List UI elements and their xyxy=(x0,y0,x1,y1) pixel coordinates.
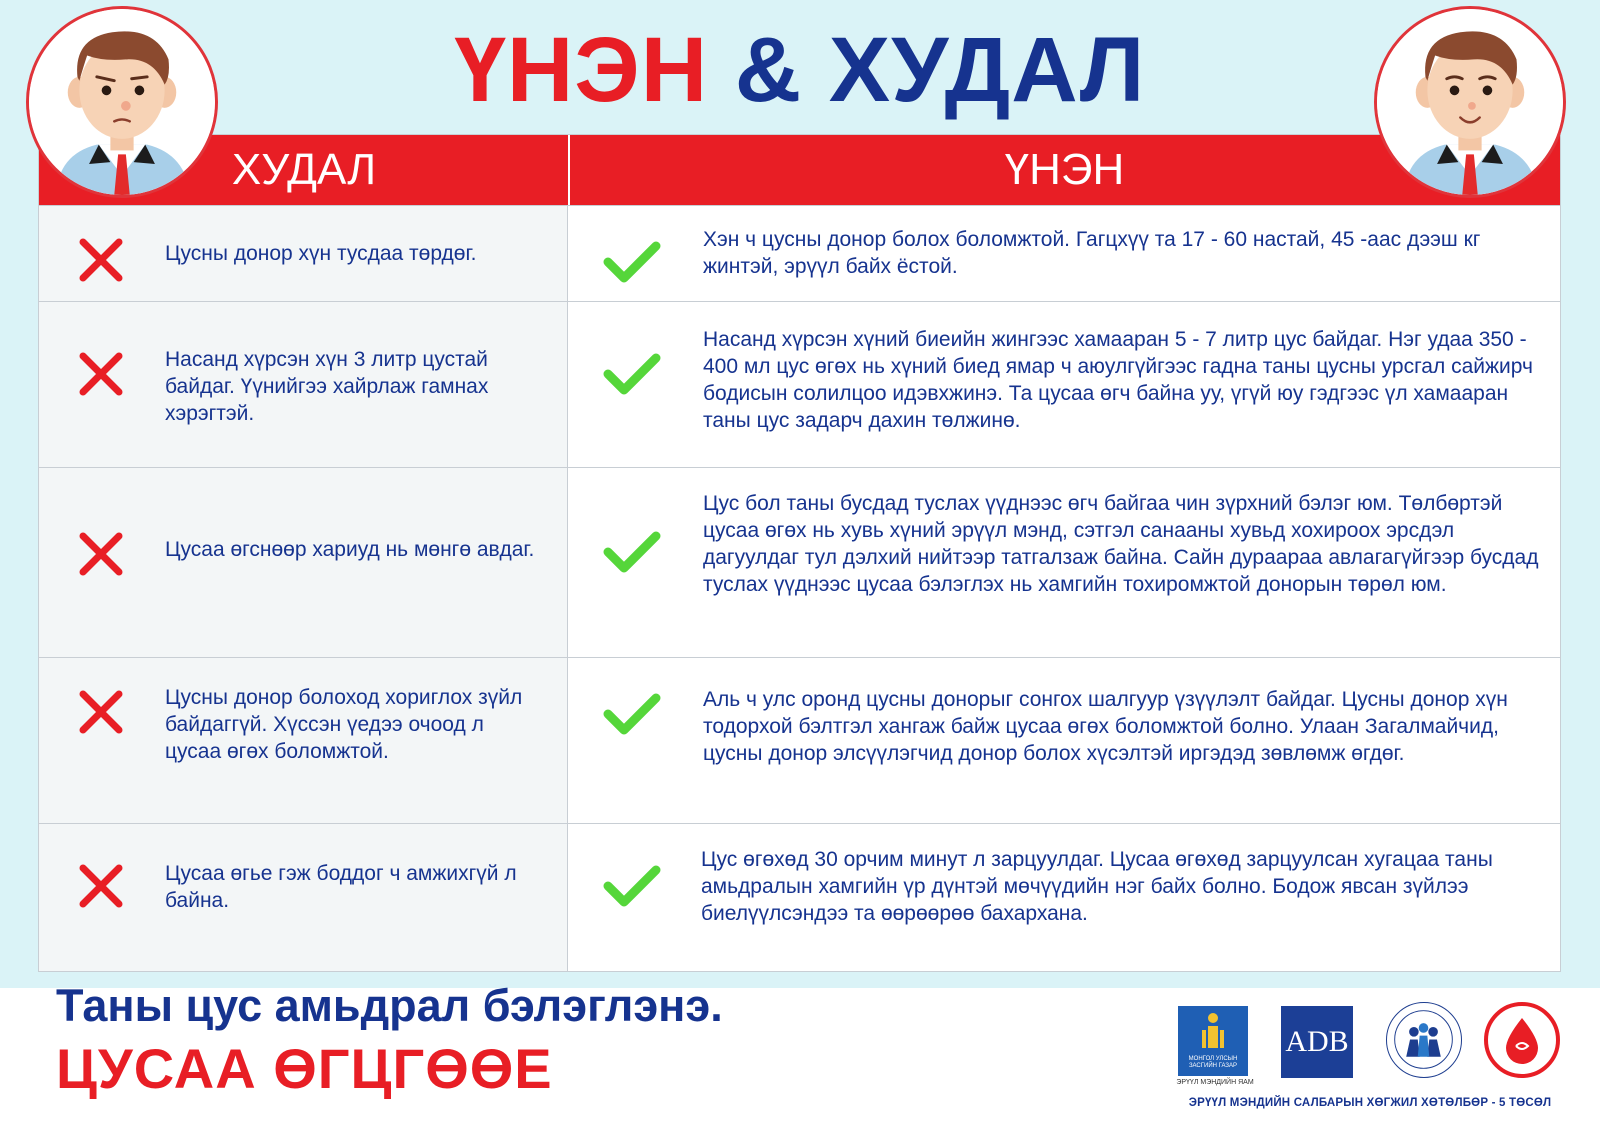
title-amp: & xyxy=(734,19,803,121)
myth-text: Насанд хүрсэн хүн 3 литр цустай байдаг. Үүнийгээ хайрлаж гамнах хэрэгтэй. xyxy=(165,348,489,425)
header-myth: ХУДАЛ xyxy=(231,145,377,194)
table-row xyxy=(39,205,1560,301)
gov-logo-caption: ЭРҮҮЛ МЭНДИЙН ЯАМ xyxy=(1176,1079,1254,1086)
checkmark-icon xyxy=(602,862,662,910)
myth-cell xyxy=(39,206,568,301)
footer-call-to-action: ЦУСАА ӨГЦГӨӨЕ xyxy=(56,1037,553,1100)
fact-text: Цус бол таны бусдад туслах үүднээс өгч байгаа чин зүрхний бэлэг юм. Төлбөртэй цусаа өгөх нь хувь хүний эрүүл мэнд, сэтгэл санааны хувьд хохироох эрсдэл дагуулдаг тул дэлхий нийтээр татгалзаж байна. Сайн дураараа авлагагүйгээр бусдад туслах үүднээс цусаа бэлэглэх нь хамгийн тохиромжтой донорын төрөл юм. xyxy=(703,492,1539,596)
fact-cell xyxy=(568,658,1560,823)
fact-text: Насанд хүрсэн хүний биеийн жингээс хамааран 5 - 7 литр цус байдаг. Нэг удаа 350 - 400 мл цус өгөх нь хүний биед ямар ч аюулгүйгээс гадна таны цусны урсгал сайжирч бодисын солилцоо идэвхжинэ. Та цусаа өгч байна уу, үгүй юу гэдгээс үл хамааран таны цус задарч дахин төлжинө. xyxy=(703,328,1533,432)
table-row xyxy=(39,823,1560,971)
checkmark-icon xyxy=(602,528,662,576)
gov-logo-text: МОНГОЛ УЛСЫН ЗАСГИЙН ГАЗАР xyxy=(1188,1056,1238,1069)
page-title xyxy=(0,20,1600,120)
fact-cell xyxy=(568,824,1560,971)
checkmark-icon xyxy=(602,690,662,738)
program-caption: ЭРҮҮЛ МЭНДИЙН САЛБАРЫН ХӨГЖИЛ ХӨТӨЛБӨР - 5 ТӨСӨЛ xyxy=(1188,1097,1552,1109)
cross-icon xyxy=(77,862,125,910)
myth-cell xyxy=(39,302,568,467)
table-row xyxy=(39,301,1560,467)
myth-text: Цусаа өгснөөр хариуд нь мөнгө авдаг. xyxy=(165,538,535,561)
table-row xyxy=(39,657,1560,823)
fact-cell xyxy=(568,468,1560,657)
mongolia-government-logo xyxy=(1178,1006,1248,1076)
cross-icon xyxy=(77,350,125,398)
fact-text: Аль ч улс оронд цусны донорыг сонгох шалгуур үзүүлэлт байдаг. Цусны донор хүн тодорхой бэлтгэл хангаж байж цусаа өгөх боломжтой болно. Улаан Загалмайчид, цусны донор элсүүлэгчид донор болох хүсэлтэй иргэдэд зөвлөмж өгдөг. xyxy=(703,688,1508,765)
myth-fact-table xyxy=(38,134,1561,972)
happy-boy-avatar xyxy=(1374,6,1566,198)
cross-icon xyxy=(77,688,125,736)
myth-text: Цусны донор болоход хориглох зүйл байдаггүй. Хүссэн үедээ очоод л цусаа өгөх боломжтой. xyxy=(165,686,523,763)
adb-logo: ADB xyxy=(1281,1006,1353,1078)
myth-text: Цусны донор хүн тусдаа төрдөг. xyxy=(165,242,477,265)
table-header xyxy=(39,135,1560,205)
worried-boy-avatar xyxy=(26,6,218,198)
checkmark-icon xyxy=(602,350,662,398)
header-fact: ҮНЭН xyxy=(1004,145,1125,194)
title-truth: ҮНЭН xyxy=(454,19,709,121)
table-row xyxy=(39,467,1560,657)
myth-text: Цусаа өгье гэж боддог ч амжихгүй л байна. xyxy=(165,862,517,912)
myth-cell xyxy=(39,468,568,657)
cross-icon xyxy=(77,236,125,284)
fact-text: Цус өгөхөд 30 орчим минут л зарцуулдаг. Цусаа өгөхөд зарцуулсан хугацаа таны амьдралын хамгийн үр дүнтэй мөчүүдийн нэг байх болно. Бодож явсан зүйлээ биелүүлсэндээ та өөрөөрөө бахархана. xyxy=(701,848,1493,925)
fact-text: Хэн ч цусны донор болох боломжтой. Гагцхүү та 17 - 60 настай, 45 -аас дээш кг жинтэй, эрүүл байх ёстой. xyxy=(703,228,1481,278)
blood-transfusion-center-logo xyxy=(1484,1002,1560,1078)
myth-cell xyxy=(39,658,568,823)
title-lie: ХУДАЛ xyxy=(828,19,1146,121)
footer-slogan: Таны цус амьдрал бэлэглэнэ. xyxy=(56,980,723,1031)
fact-cell xyxy=(568,302,1560,467)
health-sector-program-logo xyxy=(1386,1002,1462,1078)
cross-icon xyxy=(77,530,125,578)
myth-cell xyxy=(39,824,568,971)
checkmark-icon xyxy=(602,238,662,286)
fact-cell xyxy=(568,206,1560,301)
